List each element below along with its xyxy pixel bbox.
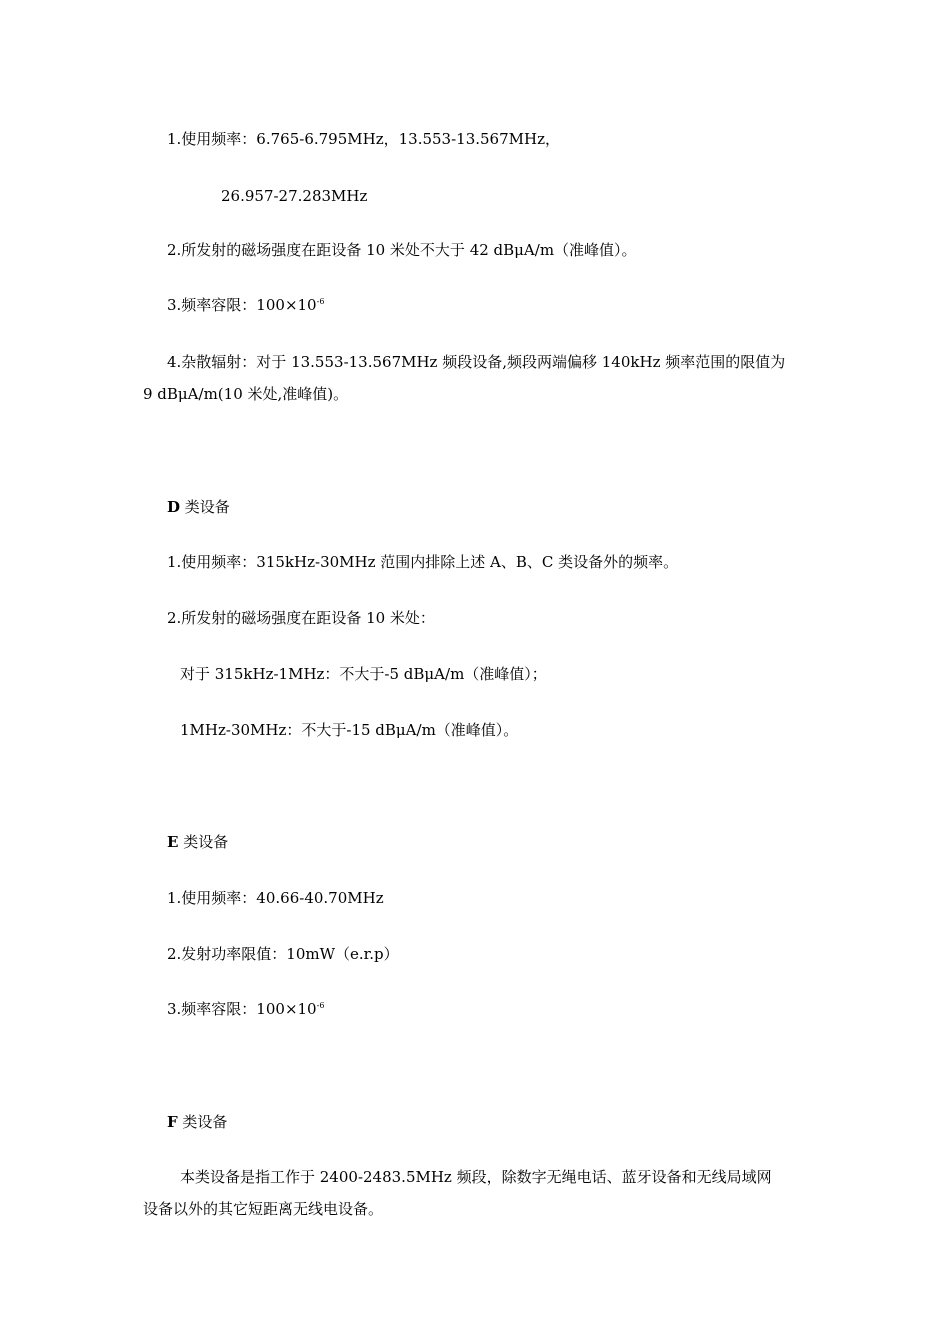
c-item-3-exponent: -6 bbox=[316, 297, 325, 306]
c-item-1-line-2: 26.957-27.283MHz bbox=[221, 187, 368, 205]
e-item-3-exponent: -6 bbox=[316, 1001, 325, 1010]
e-item-3 bbox=[167, 999, 324, 1019]
section-f-letter: F bbox=[167, 1113, 178, 1131]
e-item-2: 2.发射功率限值：10mW（e.r.p） bbox=[167, 945, 399, 963]
f-paragraph-line-1: 本类设备是指工作于 2400-2483.5MHz 频段，除数字无绳电话、蓝牙设备和无线局域网 bbox=[180, 1168, 772, 1186]
section-e-heading bbox=[167, 832, 228, 852]
d-item-1: 1.使用频率：315kHz-30MHz 范围内排除上述 A、B、C 类设备外的频率。 bbox=[167, 553, 679, 571]
d-item-2-sub-1: 对于 315kHz-1MHz：不大于-5 dBμA/m（准峰值）； bbox=[180, 665, 547, 683]
section-d-heading bbox=[167, 497, 230, 517]
e-item-1: 1.使用频率：40.66-40.70MHz bbox=[167, 889, 384, 907]
c-item-3 bbox=[167, 295, 324, 315]
section-e-title: 类设备 bbox=[178, 833, 229, 851]
c-item-3-text: 3.频率容限：100×10 bbox=[167, 296, 317, 314]
e-item-3-text: 3.频率容限：100×10 bbox=[167, 1000, 317, 1018]
c-item-2: 2.所发射的磁场强度在距设备 10 米处不大于 42 dBμA/m（准峰值）。 bbox=[167, 241, 637, 259]
d-item-2: 2.所发射的磁场强度在距设备 10 米处： bbox=[167, 609, 435, 627]
c-item-4-line-2: 9 dBμA/m(10 米处,准峰值)。 bbox=[143, 385, 349, 403]
section-d-title: 类设备 bbox=[180, 498, 230, 516]
section-f-heading bbox=[167, 1112, 227, 1132]
section-f-title: 类设备 bbox=[177, 1113, 228, 1131]
c-item-4-line-1: 4.杂散辐射：对于 13.553-13.567MHz 频段设备,频段两端偏移 140kHz 频率范围的限值为 bbox=[167, 353, 786, 371]
section-d-letter: D bbox=[167, 498, 181, 516]
section-e-letter: E bbox=[167, 833, 179, 851]
f-paragraph-line-2: 设备以外的其它短距离无线电设备。 bbox=[143, 1200, 384, 1218]
d-item-2-sub-2: 1MHz-30MHz：不大于-15 dBμA/m（准峰值）。 bbox=[180, 721, 519, 739]
c-item-1-line-1: 1.使用频率：6.765-6.795MHz，13.553-13.567MHz， bbox=[167, 130, 560, 148]
